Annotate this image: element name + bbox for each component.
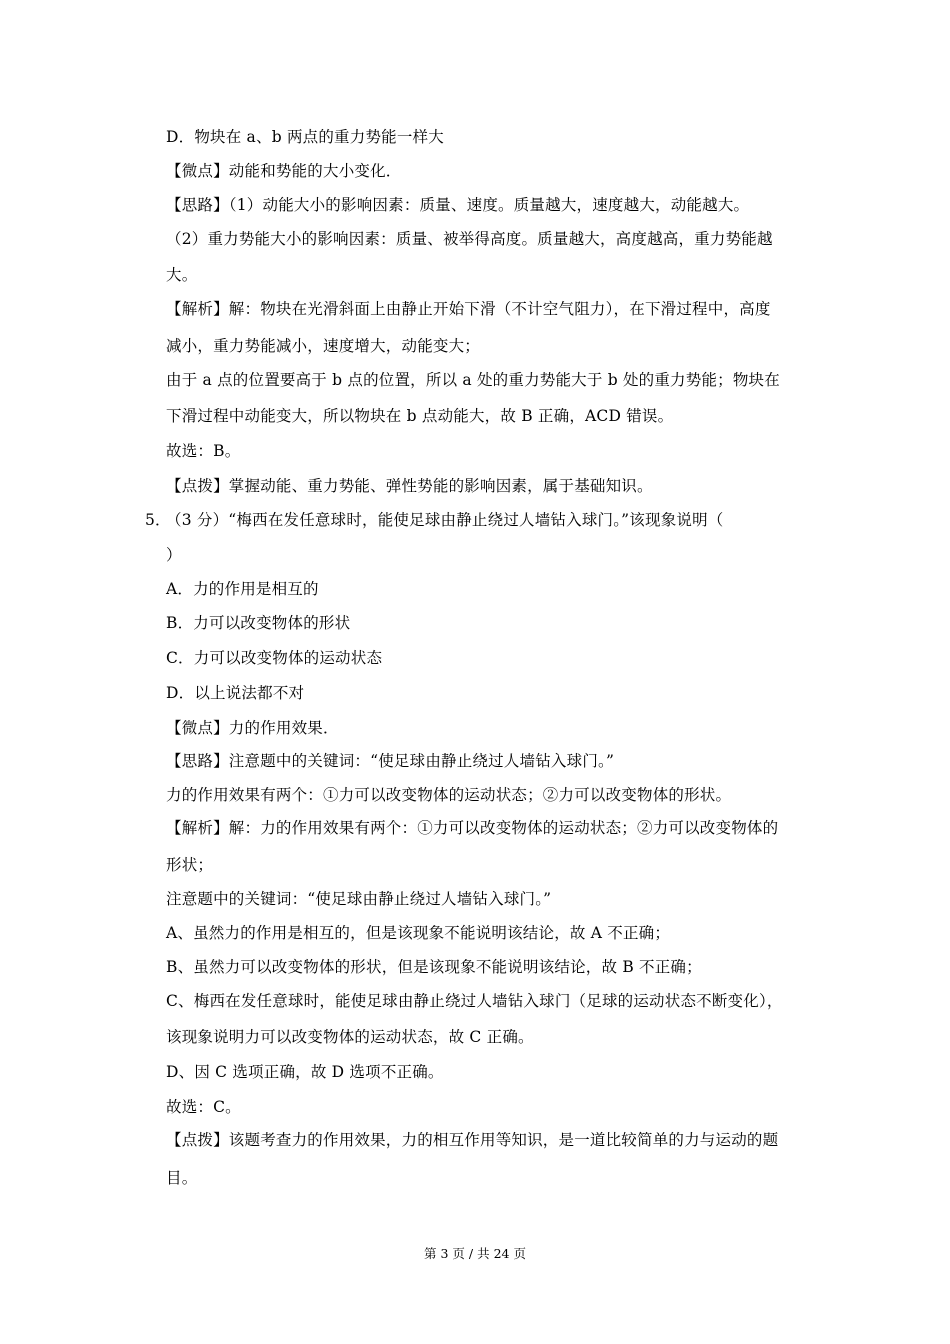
q5-weidian: 【微点】力的作用效果． [166,719,339,737]
q5-jiexi-1b: 形状； [166,856,214,874]
q5-option-c: C．力可以改变物体的运动状态 [166,649,383,667]
q4-answer: 故选：B。 [166,442,241,460]
q5-silu-2: 力的作用效果有两个：①力可以改变物体的运动状态；②力可以改变物体的形状。 [166,786,732,804]
q5-jiexi-c2: 该现象说明力可以改变物体的运动状态，故 C 正确。 [166,1028,534,1046]
q5-jiexi-c1: C、梅西在发任意球时，能使足球由静止绕过人墙钻入球门（足球的运动状态不断变化）， [166,992,783,1010]
q5-jiexi-b: B、虽然力可以改变物体的形状，但是该现象不能说明该结论，故 B 不正确； [166,958,702,976]
q5-number: 5． [145,511,171,529]
page-footer: 第 3 页 / 共 24 页 [424,1246,526,1261]
q4-jiexi-1a: 【解析】解：物块在光滑斜面上由静止开始下滑（不计空气阻力），在下滑过程中，高度 [166,300,771,318]
q5-stem-b: ） [166,546,182,564]
q5-jiexi-2: 注意题中的关键词：“使足球由静止绕过人墙钻入球门。” [166,890,552,908]
q5-jiexi-a: A、虽然力的作用是相互的，但是该现象不能说明该结论，故 A 不正确； [166,924,671,942]
q5-option-a: A．力的作用是相互的 [166,580,319,598]
q5-dianbo-a: 【点拨】该题考查力的作用效果，力的相互作用等知识，是一道比较简单的力与运动的题 [166,1131,779,1149]
q5-answer: 故选：C。 [166,1098,241,1116]
q4-silu-1: 【思路】（1）动能大小的影响因素：质量、速度。质量越大，速度越大，动能越大。 [166,196,750,214]
q4-silu-2a: （2）重力势能大小的影响因素：质量、被举得高度。质量越大，高度越高，重力势能越 [166,230,773,248]
q4-jiexi-1b: 减小，重力势能减小，速度增大，动能变大； [166,337,481,355]
q5-jiexi-d: D、因 C 选项正确，故 D 选项不正确。 [166,1063,444,1081]
q5-jiexi-1a: 【解析】解：力的作用效果有两个：①力可以改变物体的运动状态；②力可以改变物体的 [166,819,779,837]
q5-stem-a: （3 分）“梅西在发任意球时，能使足球由静止绕过人墙钻入球门。”该现象说明（ [166,511,724,529]
q5-option-b: B．力可以改变物体的形状 [166,614,351,632]
q5-dianbo-b: 目。 [166,1169,198,1187]
q4-jiexi-2b: 下滑过程中动能变大，所以物块在 b 点动能大，故 B 正确，ACD 错误。 [166,407,674,425]
q4-jiexi-2a: 由于 a 点的位置要高于 b 点的位置，所以 a 处的重力势能大于 b 处的重力势能；物块在 [166,371,780,389]
q4-dianbo: 【点拨】掌握动能、重力势能、弹性势能的影响因素，属于基础知识。 [166,477,653,495]
q5-option-d: D．以上说法都不对 [166,684,305,702]
q4-weidian: 【微点】动能和势能的大小变化． [166,162,402,180]
q4-silu-2b: 大。 [166,266,198,284]
q4-option-d: D．物块在 a、b 两点的重力势能一样大 [166,128,444,146]
q5-silu-1: 【思路】注意题中的关键词：“使足球由静止绕过人墙钻入球门。” [166,752,615,770]
